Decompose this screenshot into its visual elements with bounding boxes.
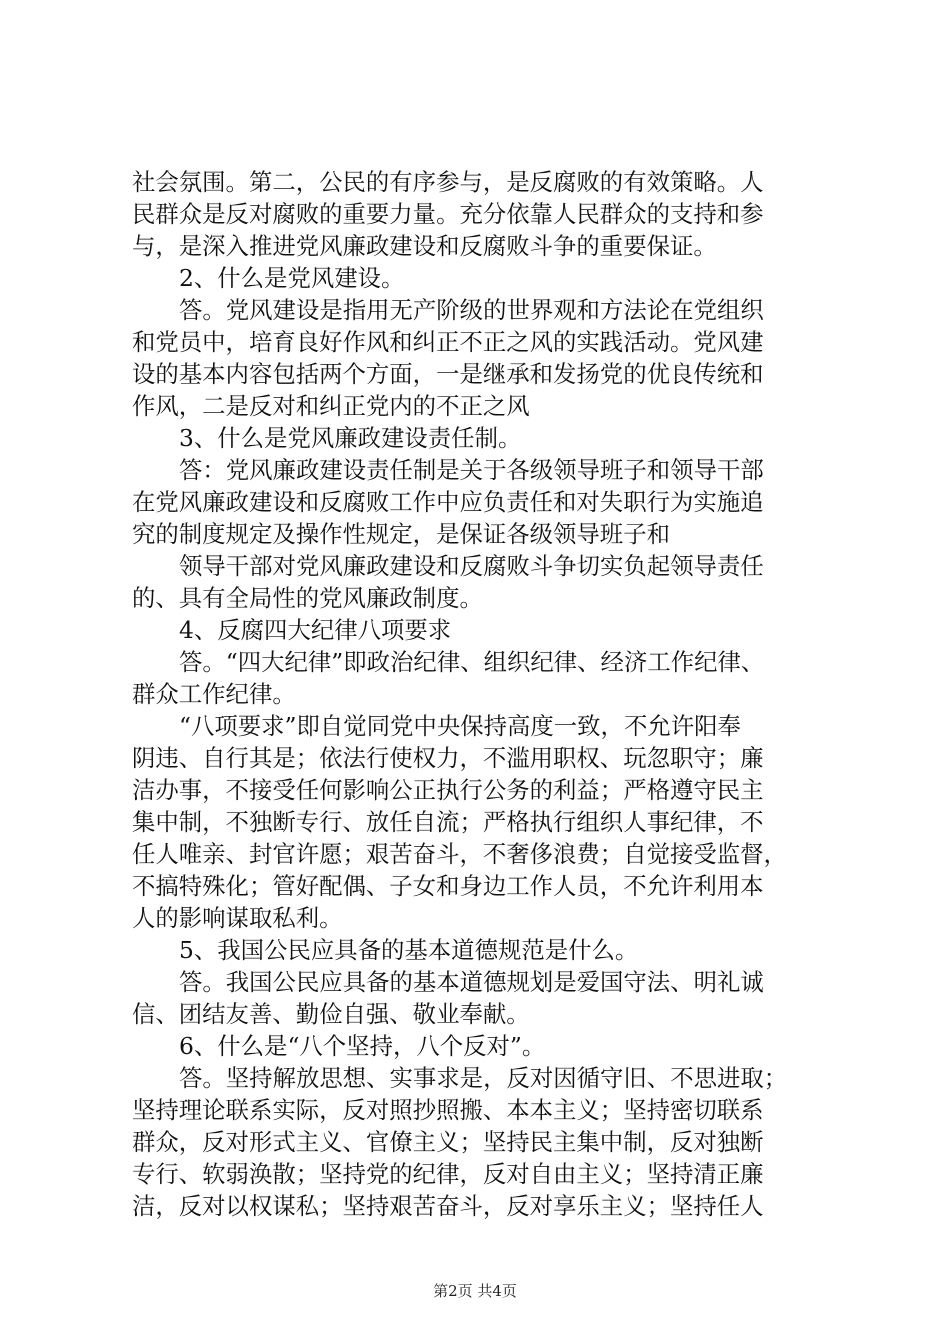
page-number-footer: 第2页 共4页 — [433, 1282, 517, 1300]
text-line: 洁办事，不接受任何影响公正执行公务的利益；严格遵守民主 — [132, 776, 764, 804]
text-line: 领导干部对党风廉政建设和反腐败斗争切实负起领导责任 — [179, 552, 764, 580]
text-line: 6、什么是“八个坚持，八个反对”。 — [179, 1032, 546, 1060]
text-line: “八项要求”即自觉同党中央保持高度一致，不允许阳奉 — [179, 712, 741, 740]
text-line: 洁，反对以权谋私；坚持艰苦奋斗，反对享乐主义；坚持任人 — [132, 1192, 764, 1220]
text-line: 社会氛围。第二，公民的有序参与，是反腐败的有效策略。人 — [132, 168, 764, 196]
text-line: 设的基本内容包括两个方面，一是继承和发扬党的优良传统和 — [132, 360, 764, 388]
text-line: 5、我国公民应具备的基本道德规范是什么。 — [179, 936, 639, 964]
text-line: 民群众是反对腐败的重要力量。充分依靠人民群众的支持和参 — [132, 200, 764, 228]
text-line: 答。党风建设是指用无产阶级的世界观和方法论在党组织 — [179, 296, 764, 324]
text-line: 究的制度规定及操作性规定，是保证各级领导班子和 — [132, 520, 670, 548]
text-line: 阴违、自行其是；依法行使权力，不滥用职权、玩忽职守；廉 — [132, 744, 764, 772]
text-line: 答。坚持解放思想、实事求是，反对因循守旧、不思进取； — [179, 1064, 788, 1092]
document-body — [132, 166, 852, 1222]
text-line: 专行、软弱涣散；坚持党的纪律，反对自由主义；坚持清正廉 — [132, 1160, 764, 1188]
text-line: 作风，二是反对和纠正党内的不正之风 — [132, 392, 530, 420]
text-line: 2、什么是党风建设。 — [179, 264, 405, 292]
text-line: 人的影响谋取私利。 — [132, 904, 343, 932]
text-line: 答。“四大纪律”即政治纪律、组织纪律、经济工作纪律、 — [179, 648, 765, 676]
text-line: 群众工作纪律。 — [132, 680, 296, 708]
text-line: 坚持理论联系实际，反对照抄照搬、本本主义；坚持密切联系 — [132, 1096, 764, 1124]
text-line: 与，是深入推进党风廉政建设和反腐败斗争的重要保证。 — [132, 232, 717, 260]
text-line: 和党员中，培育良好作风和纠正不正之风的实践活动。党风建 — [132, 328, 764, 356]
text-line: 答：党风廉政建设责任制是关于各级领导班子和领导干部 — [179, 456, 764, 484]
text-line: 3、什么是党风廉政建设责任制。 — [179, 424, 522, 452]
text-line: 集中制，不独断专行、放任自流；严格执行组织人事纪律，不 — [132, 808, 764, 836]
text-line: 答。我国公民应具备的基本道德规划是爱国守法、明礼诚 — [179, 968, 764, 996]
text-line: 4、反腐四大纪律八项要求 — [179, 616, 452, 644]
text-line: 群众，反对形式主义、官僚主义；坚持民主集中制，反对独断 — [132, 1128, 764, 1156]
text-line: 在党风廉政建设和反腐败工作中应负责任和对失职行为实施追 — [132, 488, 764, 516]
text-line: 任人唯亲、封官许愿；艰苦奋斗，不奢侈浪费；自觉接受监督， — [132, 840, 787, 868]
text-line: 不搞特殊化；管好配偶、子女和身边工作人员，不允许利用本 — [132, 872, 764, 900]
text-line: 的、具有全局性的党风廉政制度。 — [132, 584, 483, 612]
text-line: 信、团结友善、勤俭自强、敬业奉献。 — [132, 1000, 530, 1028]
